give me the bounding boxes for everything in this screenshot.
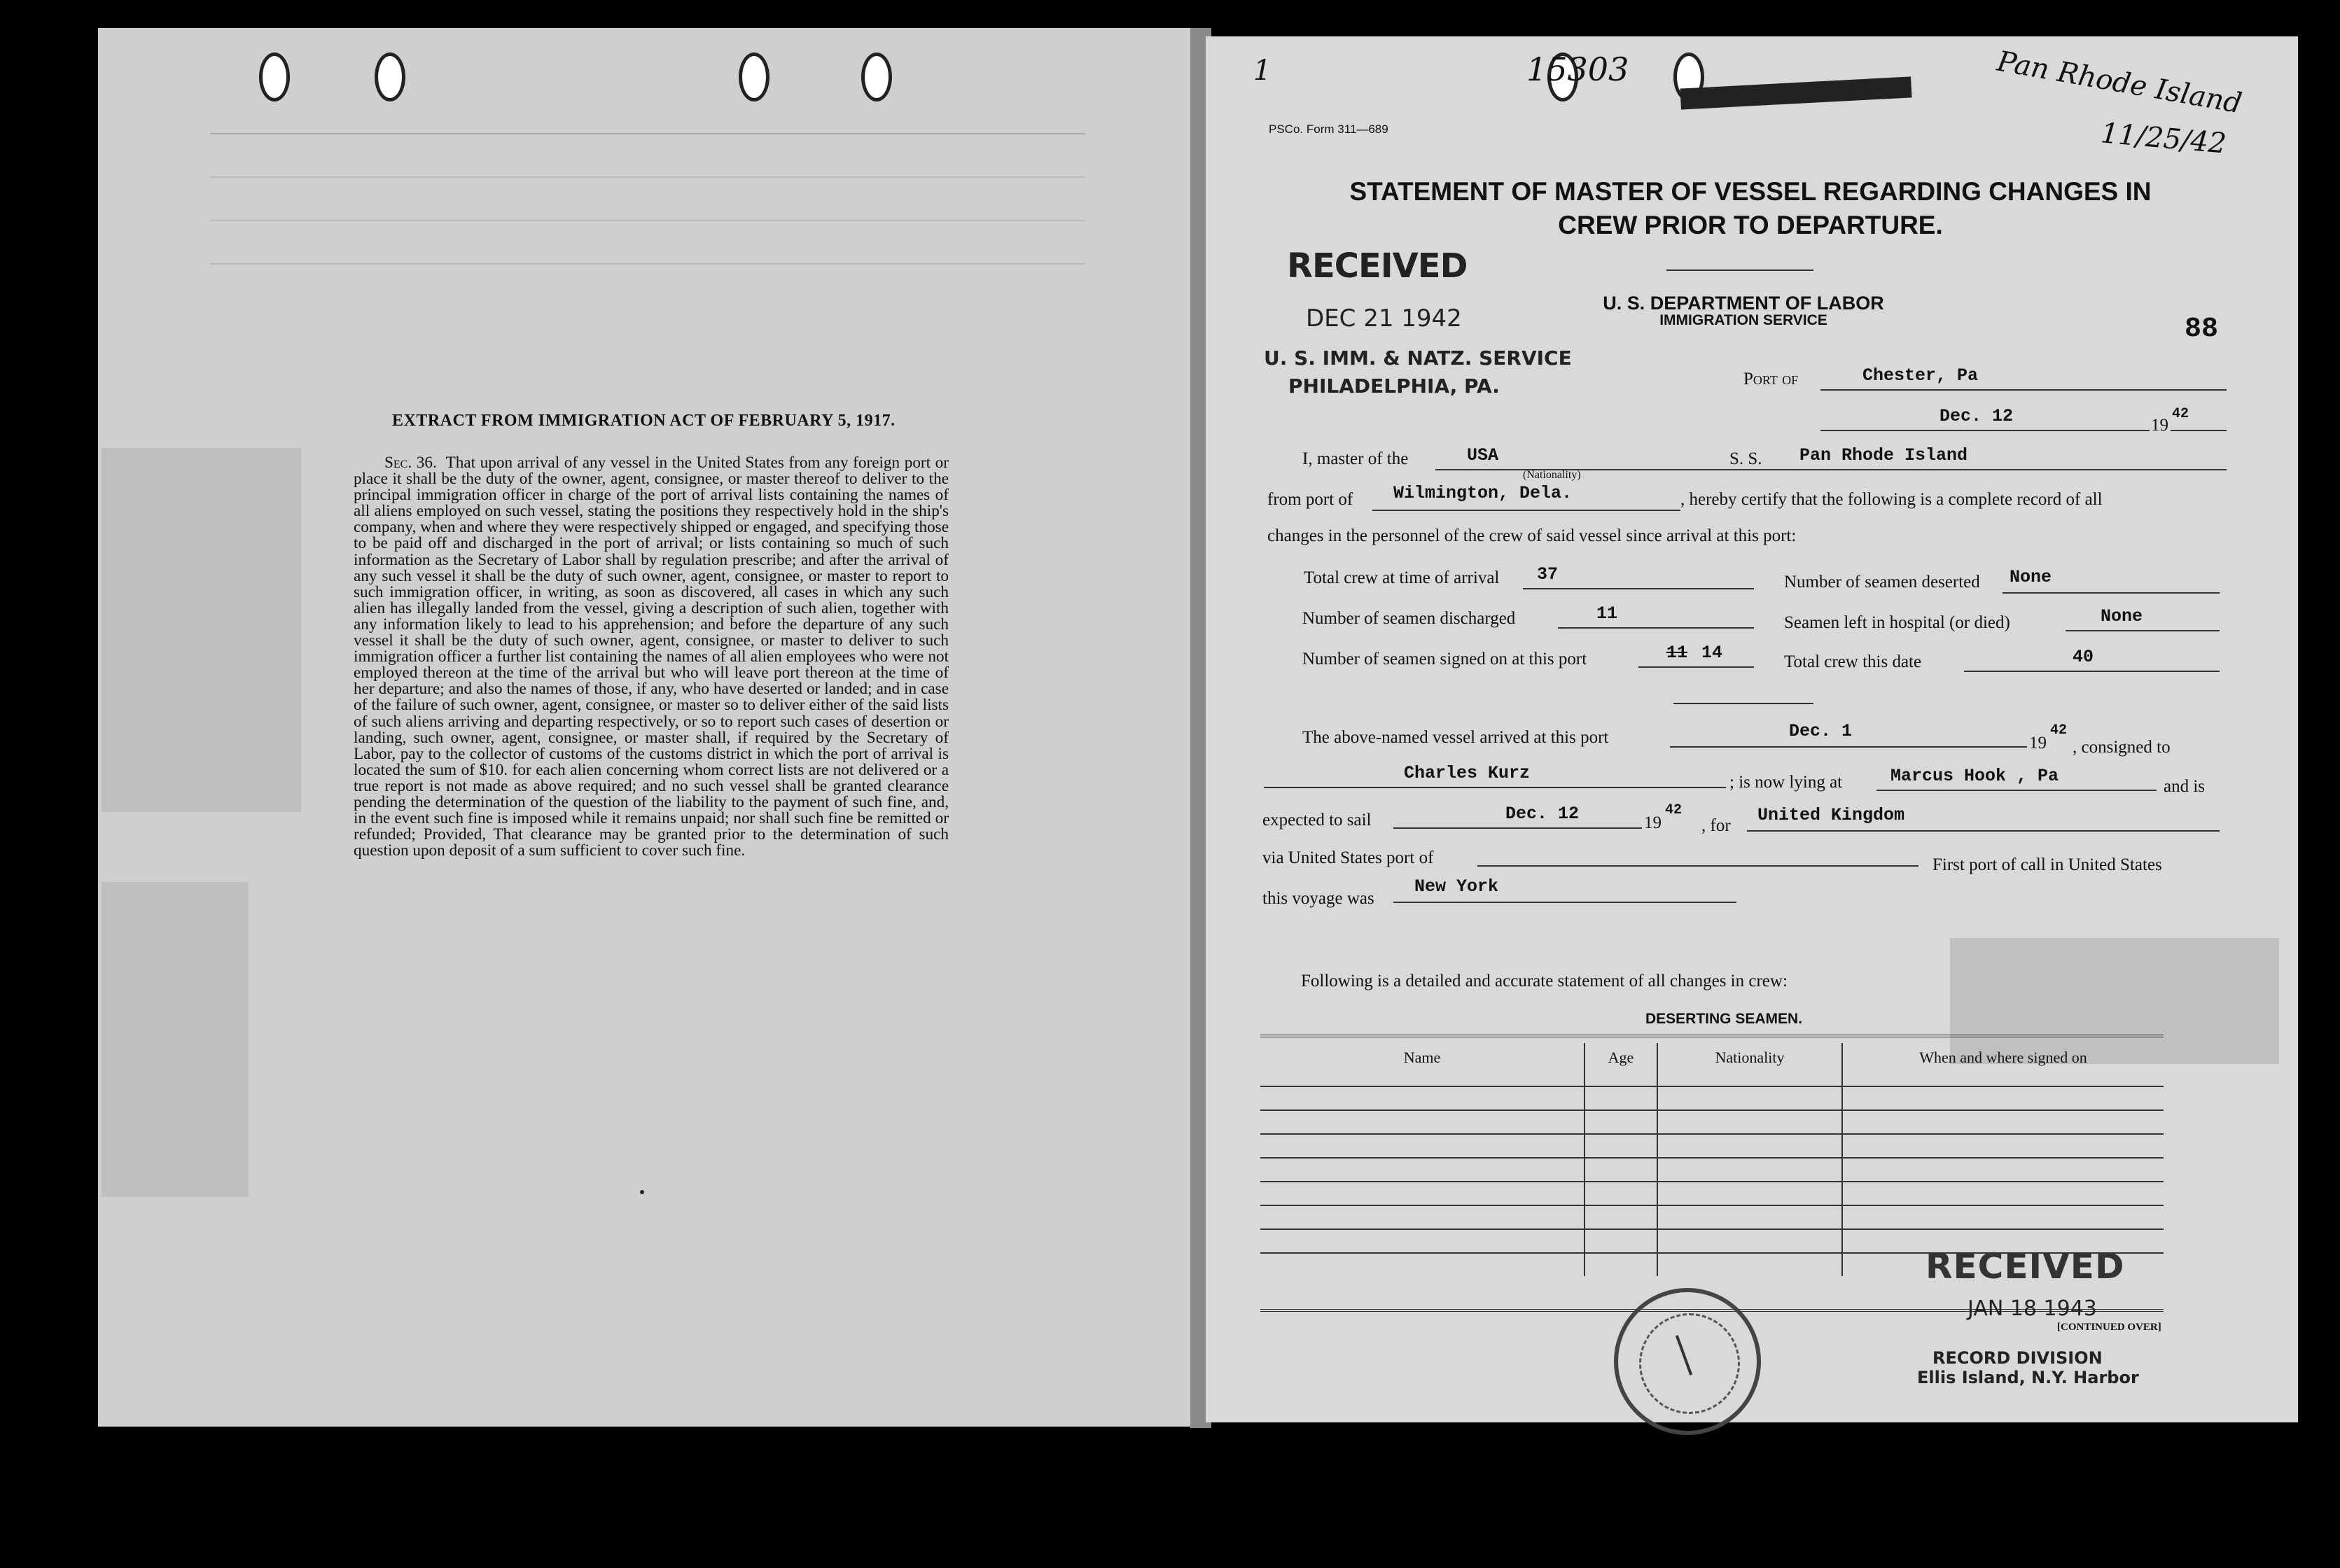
table-cell bbox=[1842, 1158, 2164, 1182]
via-line bbox=[1477, 865, 1918, 867]
hospital-label: Seamen left in hospital (or died) bbox=[1784, 613, 2010, 632]
department: U. S. DEPARTMENT OF LABOR bbox=[1603, 293, 1884, 314]
first-port-value: New York bbox=[1414, 876, 1499, 897]
received-stamp2-word: RECEIVED bbox=[1925, 1246, 2125, 1287]
discharged-label: Number of seamen discharged bbox=[1302, 609, 1516, 628]
table-row bbox=[1260, 1110, 2164, 1134]
table-cell bbox=[1260, 1229, 1585, 1253]
discharged-value: 11 bbox=[1596, 603, 1618, 624]
table-cell bbox=[1260, 1182, 1585, 1205]
total-date-label: Total crew this date bbox=[1784, 652, 1922, 671]
section-text: That upon arrival of any vessel in the United States from any foreign port or place it shall be the duty of the owner, agent, consignee, or master thereof to deliver to the principal immigration officer in charge of the port of arrival lists containing the names of all aliens employed on such vessel, stating the positions they respectively hold in the ship's company, when and where they were respectively shipped or engaged, and specifying those to be paid off and discharged in the port of arrival; or lists containing so much of such information as the Secretary of Labor shall by regulation prescribe; and after the arrival of any such vessel it shall be the duty of such owner, agent, consignee, or master to report to such immigration officer, in writing, as soon as discovered, all cases in which any such alien has illegally landed from the vessel, giving a description of such alien, together with any information likely to lead to his apprehension; and before the departure of any such vessel it shall be the duty of such owner, agent, consignee, or master to deliver to such immigration officer a further list containing the names of all alien employees who were not employed thereon at the time of the arrival but who will leave port thereon at the time of her departure; and also the names of those, if any, who have deserted or landed; and in case of the failure of such owner, agent, consignee, or master so to deliver either of the said lists of such aliens arriving and departing respectively, or so to report such cases of desertion or landing, such owner, agent, consignee, or master shall, if required by the Secretary of Labor, pay to the collector of customs of the customs district in which the port of arrival is located the sum of $10. for each alien concerning whom correct lists are not delivered or a true report is not made as above required; and no such vessel shall be granted clearance pending the determination of the question of the liability to the payment of such fine, and, in the event such fine is imposed while it remains unpaid; nor shall such fine be remitted or refunded; Provided, That clearance may be granted prior to the determination of such question upon deposit of a sum sufficient to cover such fine. bbox=[354, 454, 949, 860]
form-title-line1: STATEMENT OF MASTER OF VESSEL REGARDING CHANGES IN bbox=[1349, 177, 2152, 206]
vessel-line bbox=[1778, 469, 2227, 470]
table-cell bbox=[1657, 1158, 1842, 1182]
date-line bbox=[1820, 430, 2150, 431]
signed-value: 14 bbox=[1701, 643, 1723, 663]
nationality-value: USA bbox=[1467, 445, 1499, 465]
sail-line bbox=[1393, 827, 1642, 829]
expected-label: expected to sail bbox=[1262, 811, 1372, 830]
table-cell bbox=[1260, 1158, 1585, 1182]
section-label: Sec. 36. bbox=[384, 454, 437, 472]
signed-struck-value: 11 bbox=[1666, 643, 1688, 663]
received-stamp-date: DEC 21 1942 bbox=[1306, 304, 1462, 332]
table-cell bbox=[1657, 1229, 1842, 1253]
form-title-line2: CREW PRIOR TO DEPARTURE. bbox=[1558, 211, 1943, 239]
table-cell bbox=[1585, 1134, 1657, 1158]
continued-over: [CONTINUED OVER] bbox=[2057, 1322, 2161, 1333]
port-value: Chester, Pa bbox=[1862, 365, 1979, 386]
deserting-seamen-table bbox=[1260, 1043, 2164, 1276]
table-row bbox=[1260, 1134, 2164, 1158]
section-rule bbox=[1673, 703, 1813, 704]
received-stamp-line1: U. S. IMM. & NATZ. SERVICE bbox=[1264, 346, 1572, 370]
tape-patch bbox=[102, 882, 249, 1197]
table-cell bbox=[1657, 1253, 1842, 1276]
port-label: Port of bbox=[1743, 370, 1799, 388]
received-stamp2-date: JAN 18 1943 bbox=[1968, 1296, 2097, 1321]
destination-value: United Kingdom bbox=[1757, 805, 1905, 825]
title-rule bbox=[1666, 270, 1813, 271]
ink-dot bbox=[640, 1190, 644, 1194]
table-row bbox=[1260, 1205, 2164, 1229]
signed-label: Number of seamen signed on at this port bbox=[1302, 650, 1587, 668]
deserting-title: DESERTING SEAMEN. bbox=[1645, 1011, 1803, 1027]
form-id: PSCo. Form 311—689 bbox=[1269, 122, 1388, 136]
table-row bbox=[1260, 1086, 2164, 1110]
header-age: Age bbox=[1585, 1043, 1657, 1086]
changes-text: changes in the personnel of the crew of said vessel since arrival at this port: bbox=[1267, 526, 1797, 545]
nationality-line bbox=[1435, 469, 1834, 470]
year-line bbox=[2171, 430, 2227, 431]
hospital-line bbox=[2066, 630, 2220, 631]
from-port-value: Wilmington, Dela. bbox=[1393, 483, 1573, 503]
circular-seal-stamp-icon bbox=[1614, 1288, 1761, 1435]
sail-year-suffix: 42 bbox=[1665, 802, 1683, 818]
deserted-line bbox=[2003, 592, 2220, 594]
table-cell bbox=[1260, 1134, 1585, 1158]
table-cell bbox=[1585, 1086, 1657, 1110]
table-cell bbox=[1657, 1182, 1842, 1205]
total-arrival-line bbox=[1523, 588, 1754, 589]
arrived-line bbox=[1670, 746, 2027, 748]
signed-line bbox=[1638, 666, 1754, 668]
binder-hole-icon bbox=[259, 52, 290, 102]
record-division: RECORD DIVISION bbox=[1932, 1348, 2103, 1368]
from-port-label: from port of bbox=[1267, 490, 1353, 509]
arrived-year-prefix: 19 bbox=[2029, 734, 2047, 752]
binder-hole-icon bbox=[375, 52, 405, 102]
table-cell bbox=[1842, 1182, 2164, 1205]
service: IMMIGRATION SERVICE bbox=[1659, 312, 1827, 328]
table-cell bbox=[1585, 1158, 1657, 1182]
vessel-value: Pan Rhode Island bbox=[1799, 445, 1968, 465]
and-is-label: and is bbox=[2164, 777, 2206, 796]
tape-patch bbox=[102, 448, 301, 812]
deserted-label: Number of seamen deserted bbox=[1784, 573, 1980, 592]
table-cell bbox=[1842, 1110, 2164, 1134]
consigned-label: , consigned to bbox=[2073, 738, 2171, 757]
table-cell bbox=[1842, 1086, 2164, 1110]
table-cell bbox=[1657, 1110, 1842, 1134]
total-arrival-label: Total crew at time of arrival bbox=[1304, 568, 1500, 587]
total-date-value: 40 bbox=[2073, 647, 2094, 667]
via-label: via United States port of bbox=[1262, 848, 1434, 867]
arrived-value: Dec. 1 bbox=[1789, 721, 1853, 741]
header-name: Name bbox=[1403, 1049, 1441, 1066]
header-nationality: Nationality bbox=[1657, 1043, 1842, 1086]
handwritten-date: 11/25/42 bbox=[2099, 117, 2228, 160]
table-top-rule bbox=[1260, 1035, 2164, 1037]
table-cell bbox=[1657, 1205, 1842, 1229]
table-cell bbox=[1585, 1182, 1657, 1205]
date-value: Dec. 12 bbox=[1939, 406, 2014, 426]
sail-year-prefix: 19 bbox=[1644, 813, 1662, 832]
table-cell bbox=[1260, 1253, 1585, 1276]
port-line bbox=[1820, 389, 2227, 391]
consignee-line bbox=[1264, 787, 1726, 788]
nationality-caption: (Nationality) bbox=[1523, 469, 1581, 481]
total-date-line bbox=[1964, 671, 2220, 672]
master-label: I, master of the bbox=[1302, 449, 1409, 468]
handwritten-number: 15303 bbox=[1526, 50, 1629, 88]
form-number: 88 bbox=[2185, 314, 2219, 345]
header-signed-on: When and where signed on bbox=[1842, 1043, 2164, 1086]
table-cell bbox=[1657, 1134, 1842, 1158]
extract-body bbox=[354, 455, 949, 859]
lying-value: Marcus Hook , Pa bbox=[1890, 766, 2059, 786]
form-title bbox=[1253, 175, 2248, 242]
certify-text: , hereby certify that the following is a complete record of all bbox=[1680, 490, 2103, 509]
table-cell bbox=[1260, 1110, 1585, 1134]
hospital-value: None bbox=[2101, 606, 2143, 626]
deserted-value: None bbox=[2010, 567, 2052, 587]
extract-title: EXTRACT FROM IMMIGRATION ACT OF FEBRUARY 5, 1917. bbox=[392, 412, 896, 430]
table-cell bbox=[1585, 1205, 1657, 1229]
arrived-year-suffix: 42 bbox=[2050, 722, 2068, 738]
table-cell bbox=[1260, 1086, 1585, 1110]
table-cell bbox=[1842, 1134, 2164, 1158]
table-cell bbox=[1657, 1086, 1842, 1110]
table-cell bbox=[1260, 1205, 1585, 1229]
first-port-label: First port of call in United States bbox=[1932, 855, 2162, 874]
ss-label: S. S. bbox=[1729, 449, 1762, 468]
binder-hole-icon bbox=[861, 52, 892, 102]
following-text: Following is a detailed and accurate statement of all changes in crew: bbox=[1301, 972, 1788, 990]
binder-hole-icon bbox=[739, 52, 769, 102]
received-stamp-line2: PHILADELPHIA, PA. bbox=[1288, 374, 1500, 398]
record-division-location: Ellis Island, N.Y. Harbor bbox=[1917, 1368, 2139, 1387]
discharged-line bbox=[1558, 627, 1754, 629]
first-port-line bbox=[1393, 902, 1736, 903]
table-row bbox=[1260, 1182, 2164, 1205]
handwritten-note: Pan Rhode Island bbox=[1994, 45, 2245, 120]
corner-mark: 1 bbox=[1253, 55, 1272, 87]
table-cell bbox=[1842, 1205, 2164, 1229]
from-port-line bbox=[1372, 510, 1680, 511]
lying-label: ; is now lying at bbox=[1729, 773, 1843, 792]
table-header-row bbox=[1260, 1043, 2164, 1086]
for-label: , for bbox=[1701, 816, 1731, 835]
show-through-text bbox=[210, 105, 1085, 315]
lying-line bbox=[1876, 790, 2157, 791]
total-arrival-value: 37 bbox=[1537, 564, 1559, 584]
destination-line bbox=[1747, 830, 2220, 832]
arrived-label: The above-named vessel arrived at this port bbox=[1302, 728, 1609, 747]
consignee-value: Charles Kurz bbox=[1404, 763, 1531, 783]
table-cell bbox=[1585, 1253, 1657, 1276]
date-year-suffix: 42 bbox=[2172, 406, 2189, 422]
table-row bbox=[1260, 1158, 2164, 1182]
received-stamp-word: RECEIVED bbox=[1287, 246, 1468, 286]
table-cell bbox=[1585, 1110, 1657, 1134]
date-year-prefix: 19 bbox=[2151, 416, 2168, 435]
sail-value: Dec. 12 bbox=[1505, 804, 1580, 824]
table-cell bbox=[1585, 1229, 1657, 1253]
voyage-label: this voyage was bbox=[1262, 889, 1374, 908]
